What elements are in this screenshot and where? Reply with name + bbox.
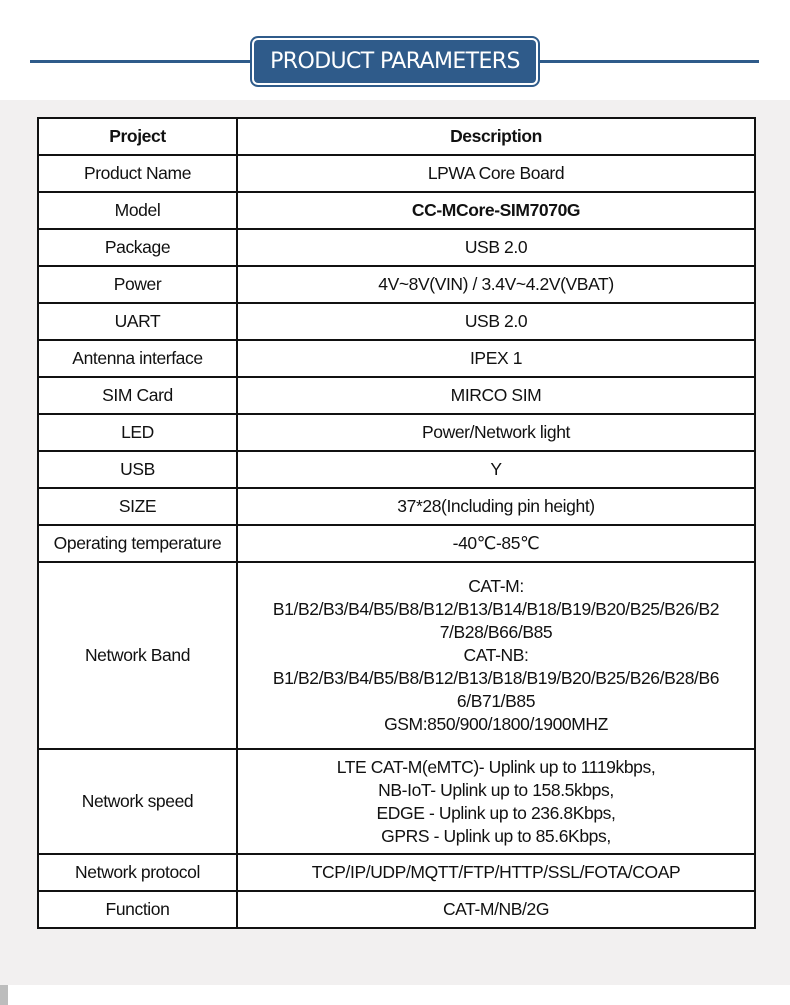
table-row [38,854,755,891]
table-row [38,340,755,377]
band-line: 7/B28/B66/B85 [439,622,553,642]
row-label: Antenna interface [38,340,237,377]
row-label: UART [38,303,237,340]
row-value-network-band [237,562,755,749]
speed-line: NB-IoT- Uplink up to 158.5kbps, [378,779,614,800]
row-label: SIM Card [38,377,237,414]
row-value: Y [237,451,755,488]
band-line: CAT-M: [468,576,524,596]
table-row [38,377,755,414]
row-value: TCP/IP/UDP/MQTT/FTP/HTTP/SSL/FOTA/COAP [237,854,755,891]
table-row [38,303,755,340]
row-value: Power/Network light [237,414,755,451]
product-parameters-table [37,117,756,929]
row-label: Model [38,192,237,229]
row-label: Function [38,891,237,928]
row-label: Product Name [38,155,237,192]
row-label: Network Band [38,562,237,749]
header-banner [0,0,790,100]
row-label: Network protocol [38,854,237,891]
row-value: -40℃-85℃ [237,525,755,562]
row-value-network-speed [237,749,755,854]
band-line: B1/B2/B3/B4/B5/B8/B12/B13/B18/B19/B20/B25/B26/B28/B6 [272,668,720,688]
row-value: MIRCO SIM [237,377,755,414]
table-row [38,192,755,229]
row-label: USB [38,451,237,488]
table-row [38,488,755,525]
band-line: B1/B2/B3/B4/B5/B8/B12/B13/B14/B18/B19/B20/B25/B26/B2 [272,599,720,619]
table-header-row [38,118,755,155]
column-header-project: Project [38,118,237,155]
row-value: IPEX 1 [237,340,755,377]
row-value: LPWA Core Board [237,155,755,192]
band-line: CAT-NB: [463,645,529,665]
row-value: CAT-M/NB/2G [237,891,755,928]
row-label: Package [38,229,237,266]
row-value: USB 2.0 [237,229,755,266]
band-line: GSM:850/900/1800/1900MHZ [384,714,608,734]
table-row [38,891,755,928]
row-label: Power [38,266,237,303]
band-line: 6/B71/B85 [456,691,536,711]
table-row-network-band [38,562,755,749]
table-row [38,155,755,192]
speed-line: LTE CAT-M(eMTC)- Uplink up to 1119kbps, [336,756,656,777]
row-label: Network speed [38,749,237,854]
table-row [38,525,755,562]
row-value: 37*28(Including pin height) [237,488,755,525]
table-row-network-speed [38,749,755,854]
banner-right-rule [528,60,759,63]
row-label: Operating temperature [38,525,237,562]
table-row [38,266,755,303]
table-row [38,414,755,451]
banner-left-rule [30,60,262,63]
edge-marker [0,985,8,1005]
speed-line: GPRS - Uplink up to 85.6Kbps, [381,825,611,846]
row-value: 4V~8V(VIN) / 3.4V~4.2V(VBAT) [237,266,755,303]
table-row [38,229,755,266]
page-title: PRODUCT PARAMETERS [254,40,536,83]
speed-line: EDGE - Uplink up to 236.8Kbps, [376,802,616,823]
row-label: SIZE [38,488,237,525]
table-row [38,451,755,488]
column-header-description: Description [237,118,755,155]
row-label: LED [38,414,237,451]
row-value-model: CC-MCore-SIM7070G [237,192,755,229]
row-value: USB 2.0 [237,303,755,340]
